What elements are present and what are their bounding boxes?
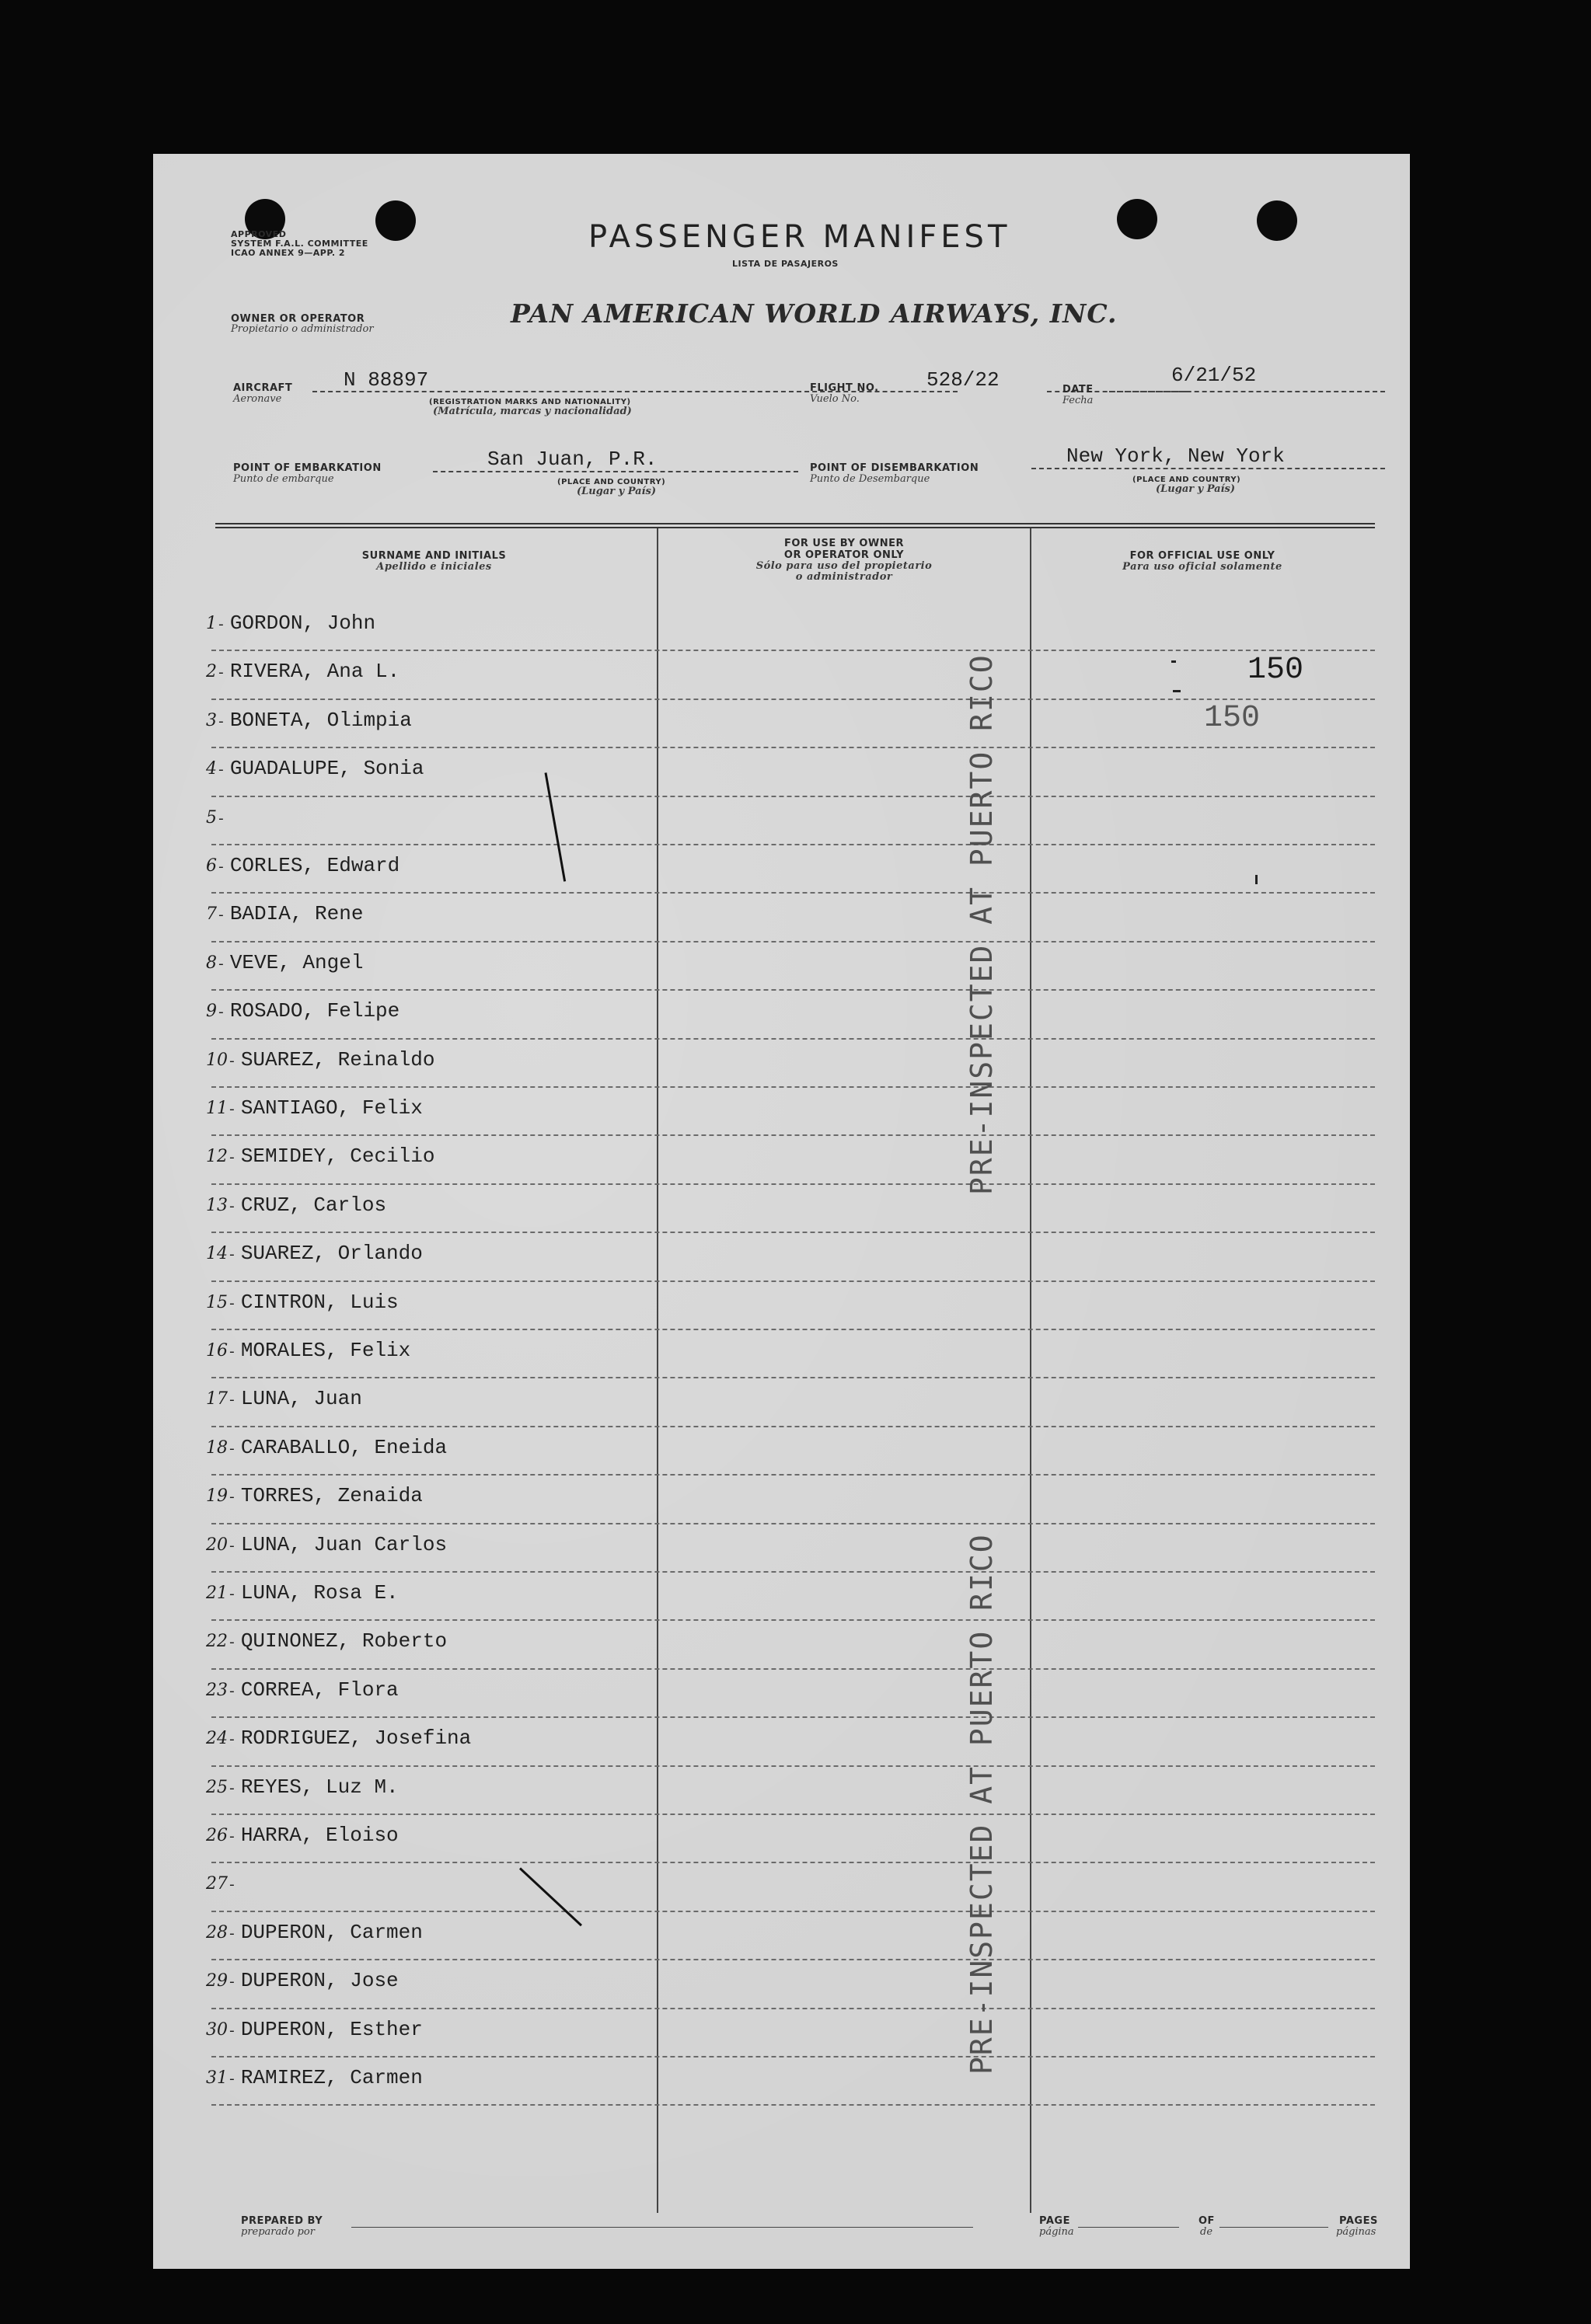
disembarkation-note: (PLACE AND COUNTRY) xyxy=(1132,476,1241,484)
pages-label: PAGES xyxy=(1339,2215,1378,2227)
row-number-dash: - xyxy=(228,1975,236,1991)
pen-mark xyxy=(1173,690,1181,692)
pre-inspected-stamp: PRE-INSPECTED AT PUERTO RICO xyxy=(965,653,999,1195)
row-number: 28 xyxy=(206,1922,228,1942)
row-number: 15 xyxy=(206,1292,228,1312)
row-number-dash: - xyxy=(228,1103,236,1118)
table-row xyxy=(206,995,399,1026)
table-row xyxy=(206,947,363,978)
row-rule xyxy=(211,1765,1375,1767)
embarkation-note: (PLACE AND COUNTRY) xyxy=(557,478,666,486)
pre-inspected-stamp: PRE-INSPECTED AT PUERTO RICO xyxy=(965,1533,999,2075)
row-number: 21 xyxy=(206,1584,228,1603)
table-row xyxy=(206,1625,447,1657)
owner-column-title-es: Sólo para uso del propietario xyxy=(755,560,933,572)
passenger-name: CRUZ, Carlos xyxy=(240,1193,387,1217)
pen-mark xyxy=(1171,660,1176,663)
table-row xyxy=(206,1868,241,1899)
row-number-dash: - xyxy=(228,1684,236,1700)
row-rule xyxy=(211,1571,1375,1573)
embarkation-underline xyxy=(433,471,798,472)
row-number: 2 xyxy=(206,662,217,682)
pen-mark xyxy=(1255,875,1258,884)
passenger-name: ROSADO, Felipe xyxy=(229,999,400,1023)
passenger-name: SUAREZ, Reinaldo xyxy=(240,1047,435,1071)
row-number-dash: - xyxy=(217,763,225,779)
flight-label-es: Vuelo No. xyxy=(810,393,860,405)
passenger-name: HARRA, Eloiso xyxy=(240,1824,399,1847)
table-row xyxy=(206,850,399,881)
row-number-dash: - xyxy=(228,1878,236,1894)
row-rule xyxy=(211,1426,1375,1427)
approval-line: SYSTEM F.A.L. COMMITTEE xyxy=(231,239,368,249)
row-rule xyxy=(211,844,1375,845)
row-number: 1 xyxy=(206,614,217,633)
row-number-dash: - xyxy=(217,714,225,730)
passenger-name: CORREA, Flora xyxy=(240,1678,399,1702)
row-rule xyxy=(211,941,1375,942)
date-underline xyxy=(1109,391,1385,392)
row-number: 14 xyxy=(206,1244,228,1264)
table-row xyxy=(206,1577,399,1608)
row-number-dash: - xyxy=(228,1296,236,1312)
table-row xyxy=(206,656,399,687)
embarkation-label: POINT OF EMBARKATION xyxy=(233,462,382,474)
of-label: OF xyxy=(1198,2215,1215,2227)
table-row xyxy=(206,1917,423,1948)
passenger-name: VEVE, Angel xyxy=(229,950,364,974)
passenger-name: SUAREZ, Orlando xyxy=(240,1242,423,1266)
passenger-name: CORLES, Edward xyxy=(229,854,400,877)
row-number: 4 xyxy=(206,759,217,779)
embarkation-label-es: Punto de embarque xyxy=(233,473,334,485)
passenger-name: RIVERA, Ana L. xyxy=(229,660,400,684)
official-column-header xyxy=(1031,550,1373,573)
row-rule xyxy=(211,892,1375,894)
row-number-dash: - xyxy=(228,1781,236,1797)
passenger-name: RODRIGUEZ, Josefina xyxy=(240,1726,472,1751)
row-number: 10 xyxy=(206,1050,228,1070)
row-rule xyxy=(211,1134,1375,1136)
disembarkation-label: POINT OF DISEMBARKATION xyxy=(810,462,979,474)
row-number-dash: - xyxy=(217,860,225,876)
approval-block xyxy=(231,230,368,258)
row-number-dash: - xyxy=(217,666,225,682)
passenger-name: MORALES, Felix xyxy=(240,1339,411,1362)
row-number: 31 xyxy=(206,2068,228,2088)
punch-hole xyxy=(375,200,416,241)
row-rule xyxy=(211,1862,1375,1863)
of-line xyxy=(1219,2227,1328,2228)
page-title: PASSENGER MANIFEST xyxy=(588,219,1011,255)
row-number-dash: - xyxy=(228,1441,236,1458)
prepared-by-label: PREPARED BY xyxy=(241,2215,323,2227)
passenger-name: DUPERON, Esther xyxy=(240,2017,423,2041)
passenger-name: GUADALUPE, Sonia xyxy=(229,757,424,781)
row-rule xyxy=(211,1038,1375,1040)
row-rule xyxy=(211,1668,1375,1670)
official-note: 150 xyxy=(1204,701,1261,736)
row-number: 30 xyxy=(206,2019,228,2040)
official-column-title-es: Para uso oficial solamente xyxy=(1122,561,1282,573)
passenger-name: CINTRON, Luis xyxy=(240,1290,399,1314)
date-label-es: Fecha xyxy=(1062,395,1094,406)
passenger-name: SANTIAGO, Felix xyxy=(240,1096,423,1120)
aircraft-value: N 88897 xyxy=(344,368,429,392)
row-number: 24 xyxy=(206,1729,228,1749)
passenger-name: LUNA, Rosa E. xyxy=(240,1581,399,1605)
row-number-dash: - xyxy=(228,1490,236,1507)
row-number-dash: - xyxy=(217,1005,225,1022)
page-label: PAGE xyxy=(1039,2215,1070,2227)
punch-hole xyxy=(1257,200,1297,241)
disembarkation-note-es: (Lugar y País) xyxy=(1156,483,1235,495)
disembarkation-underline xyxy=(1031,468,1385,469)
row-rule xyxy=(211,1911,1375,1912)
table-row xyxy=(206,898,363,929)
row-rule xyxy=(211,1280,1375,1282)
passenger-name: DUPERON, Carmen xyxy=(240,1920,423,1944)
passenger-name: BONETA, Olimpia xyxy=(229,708,412,732)
row-number-dash: - xyxy=(217,618,225,633)
row-number: 12 xyxy=(206,1147,228,1167)
row-number: 8 xyxy=(206,953,217,973)
row-number-dash: - xyxy=(228,1733,236,1749)
row-number-dash: - xyxy=(228,2072,236,2088)
row-rule xyxy=(211,1523,1375,1524)
row-number-dash: - xyxy=(228,1926,236,1942)
manifest-sheet xyxy=(153,154,1410,2269)
page-label-es: página xyxy=(1039,2226,1074,2238)
punch-hole xyxy=(1117,199,1157,239)
table-row xyxy=(206,1044,434,1075)
passenger-name: QUINONEZ, Roberto xyxy=(240,1629,448,1653)
row-number: 22 xyxy=(206,1632,228,1652)
row-number-dash: - xyxy=(228,1538,236,1555)
row-number: 9 xyxy=(206,1002,217,1022)
disembarkation-label-es: Punto de Desembarque xyxy=(810,473,930,485)
embarkation-note-es: (Lugar y País) xyxy=(577,486,656,497)
row-number: 25 xyxy=(206,1777,228,1797)
passenger-name: BADIA, Rene xyxy=(229,902,364,926)
passenger-name: REYES, Luz M. xyxy=(240,1775,399,1799)
owner-column-title: FOR USE BY OWNER xyxy=(783,538,905,549)
date-value: 6/21/52 xyxy=(1171,364,1257,387)
row-rule xyxy=(211,650,1375,651)
pen-slash xyxy=(519,1867,582,1926)
passenger-name: TORRES, Zenaida xyxy=(240,1484,423,1508)
page-line xyxy=(1078,2227,1179,2228)
official-column-title: FOR OFFICIAL USE ONLY xyxy=(1129,550,1275,562)
row-rule xyxy=(211,2104,1375,2106)
official-note: 150 xyxy=(1247,653,1304,688)
row-rule xyxy=(211,1814,1375,1815)
row-number: 29 xyxy=(206,1971,228,1991)
row-number: 18 xyxy=(206,1437,228,1458)
approval-line: APPROVED xyxy=(231,229,287,239)
aircraft-note-es: (Matrícula, marcas y nacionalidad) xyxy=(433,406,632,417)
row-number-dash: - xyxy=(228,1054,236,1070)
table-row xyxy=(206,608,375,639)
table-row xyxy=(206,753,424,784)
table-row xyxy=(206,802,230,833)
prepared-by-line xyxy=(351,2227,973,2228)
row-number-dash: - xyxy=(217,811,225,828)
of-label-es: de xyxy=(1200,2226,1213,2238)
table-row xyxy=(206,1772,399,1803)
table-row xyxy=(206,1674,399,1706)
row-number-dash: - xyxy=(228,1248,236,1264)
row-number-dash: - xyxy=(228,1830,236,1845)
row-number-dash: - xyxy=(228,1199,236,1215)
row-number-dash: - xyxy=(228,1151,236,1167)
table-row xyxy=(206,1529,447,1560)
row-rule xyxy=(211,1183,1375,1185)
row-rule xyxy=(211,1716,1375,1718)
row-rule xyxy=(211,796,1375,797)
aircraft-label: AIRCRAFT xyxy=(233,382,293,394)
passenger-name: DUPERON, Jose xyxy=(240,1969,399,1993)
row-number: 19 xyxy=(206,1486,228,1507)
row-number: 3 xyxy=(206,710,217,730)
disembarkation-value: New York, New York xyxy=(1066,444,1285,468)
date-label: DATE xyxy=(1062,384,1094,395)
approval-line: ICAO ANNEX 9—APP. 2 xyxy=(231,248,346,258)
row-number: 17 xyxy=(206,1389,228,1409)
table-row xyxy=(206,1238,423,1269)
table-row xyxy=(206,705,412,736)
owner-column-title-es: o administrador xyxy=(795,571,893,583)
row-number: 26 xyxy=(206,1826,228,1845)
table-row xyxy=(206,1480,423,1511)
flight-value: 528/22 xyxy=(926,368,1000,392)
flight-label: FLIGHT NO. xyxy=(810,382,879,394)
table-row xyxy=(206,1383,362,1414)
row-rule xyxy=(211,1959,1375,1960)
table-row xyxy=(206,1141,434,1172)
prepared-by-label-es: preparado por xyxy=(241,2226,315,2238)
table-row xyxy=(206,1190,386,1221)
passenger-name: RAMIREZ, Carmen xyxy=(240,2066,423,2089)
row-number: 16 xyxy=(206,1341,228,1361)
owner-label: OWNER OR OPERATOR xyxy=(231,313,365,325)
row-number: 13 xyxy=(206,1195,228,1215)
row-number-dash: - xyxy=(228,1636,236,1652)
row-rule xyxy=(211,747,1375,748)
row-rule xyxy=(211,2056,1375,2057)
owner-column-header xyxy=(658,538,1030,583)
names-column-title-es: Apellido e iniciales xyxy=(376,561,492,573)
table-row xyxy=(206,1335,410,1366)
row-number: 23 xyxy=(206,1680,228,1700)
row-rule xyxy=(211,2008,1375,2009)
table-row xyxy=(206,2014,423,2045)
owner-column-title: OR OPERATOR ONLY xyxy=(783,549,905,561)
table-row xyxy=(206,1820,399,1851)
row-number-dash: - xyxy=(228,1587,236,1603)
row-rule xyxy=(211,1377,1375,1378)
aircraft-label-es: Aeronave xyxy=(233,393,282,405)
row-number: 11 xyxy=(206,1099,228,1118)
passenger-name: SEMIDEY, Cecilio xyxy=(240,1145,435,1169)
table-row xyxy=(206,1287,399,1318)
operator-name: PAN AMERICAN WORLD AIRWAYS, INC. xyxy=(511,298,1118,329)
row-number: 20 xyxy=(206,1535,228,1555)
row-rule xyxy=(211,989,1375,991)
names-column-header xyxy=(211,550,657,573)
passenger-name: LUNA, Juan xyxy=(240,1387,362,1411)
row-rule xyxy=(211,1474,1375,1476)
row-rule xyxy=(211,699,1375,700)
embarkation-value: San Juan, P.R. xyxy=(487,448,658,471)
table-row xyxy=(206,1723,471,1754)
row-rule xyxy=(211,1086,1375,1088)
row-number: 5 xyxy=(206,807,217,828)
row-rule xyxy=(211,1619,1375,1621)
row-number: 6 xyxy=(206,856,217,876)
table-row xyxy=(206,2062,423,2093)
passenger-name: CARABALLO, Eneida xyxy=(240,1435,448,1459)
row-number: 7 xyxy=(206,904,217,925)
page-subtitle: LISTA DE PASAJEROS xyxy=(732,259,839,269)
row-number-dash: - xyxy=(228,2023,236,2040)
table-row xyxy=(206,1432,447,1463)
row-number-dash: - xyxy=(217,908,225,925)
passenger-name: LUNA, Juan Carlos xyxy=(240,1532,448,1556)
pages-label-es: páginas xyxy=(1336,2226,1376,2238)
names-column-title: SURNAME AND INITIALS xyxy=(361,550,507,562)
table-row xyxy=(206,1965,399,1996)
row-rule xyxy=(211,1329,1375,1330)
table-row xyxy=(206,1092,423,1124)
row-number-dash: - xyxy=(217,956,225,973)
header-rule xyxy=(215,523,1375,528)
row-number-dash: - xyxy=(228,1393,236,1409)
passenger-name: GORDON, John xyxy=(229,611,376,635)
row-number: 27 xyxy=(206,1874,228,1894)
aircraft-note: (REGISTRATION MARKS AND NATIONALITY) xyxy=(429,398,631,406)
row-number-dash: - xyxy=(228,1345,236,1361)
row-rule xyxy=(211,1232,1375,1233)
pen-slash xyxy=(545,772,567,881)
owner-label-es: Propietario o administrador xyxy=(231,323,374,335)
